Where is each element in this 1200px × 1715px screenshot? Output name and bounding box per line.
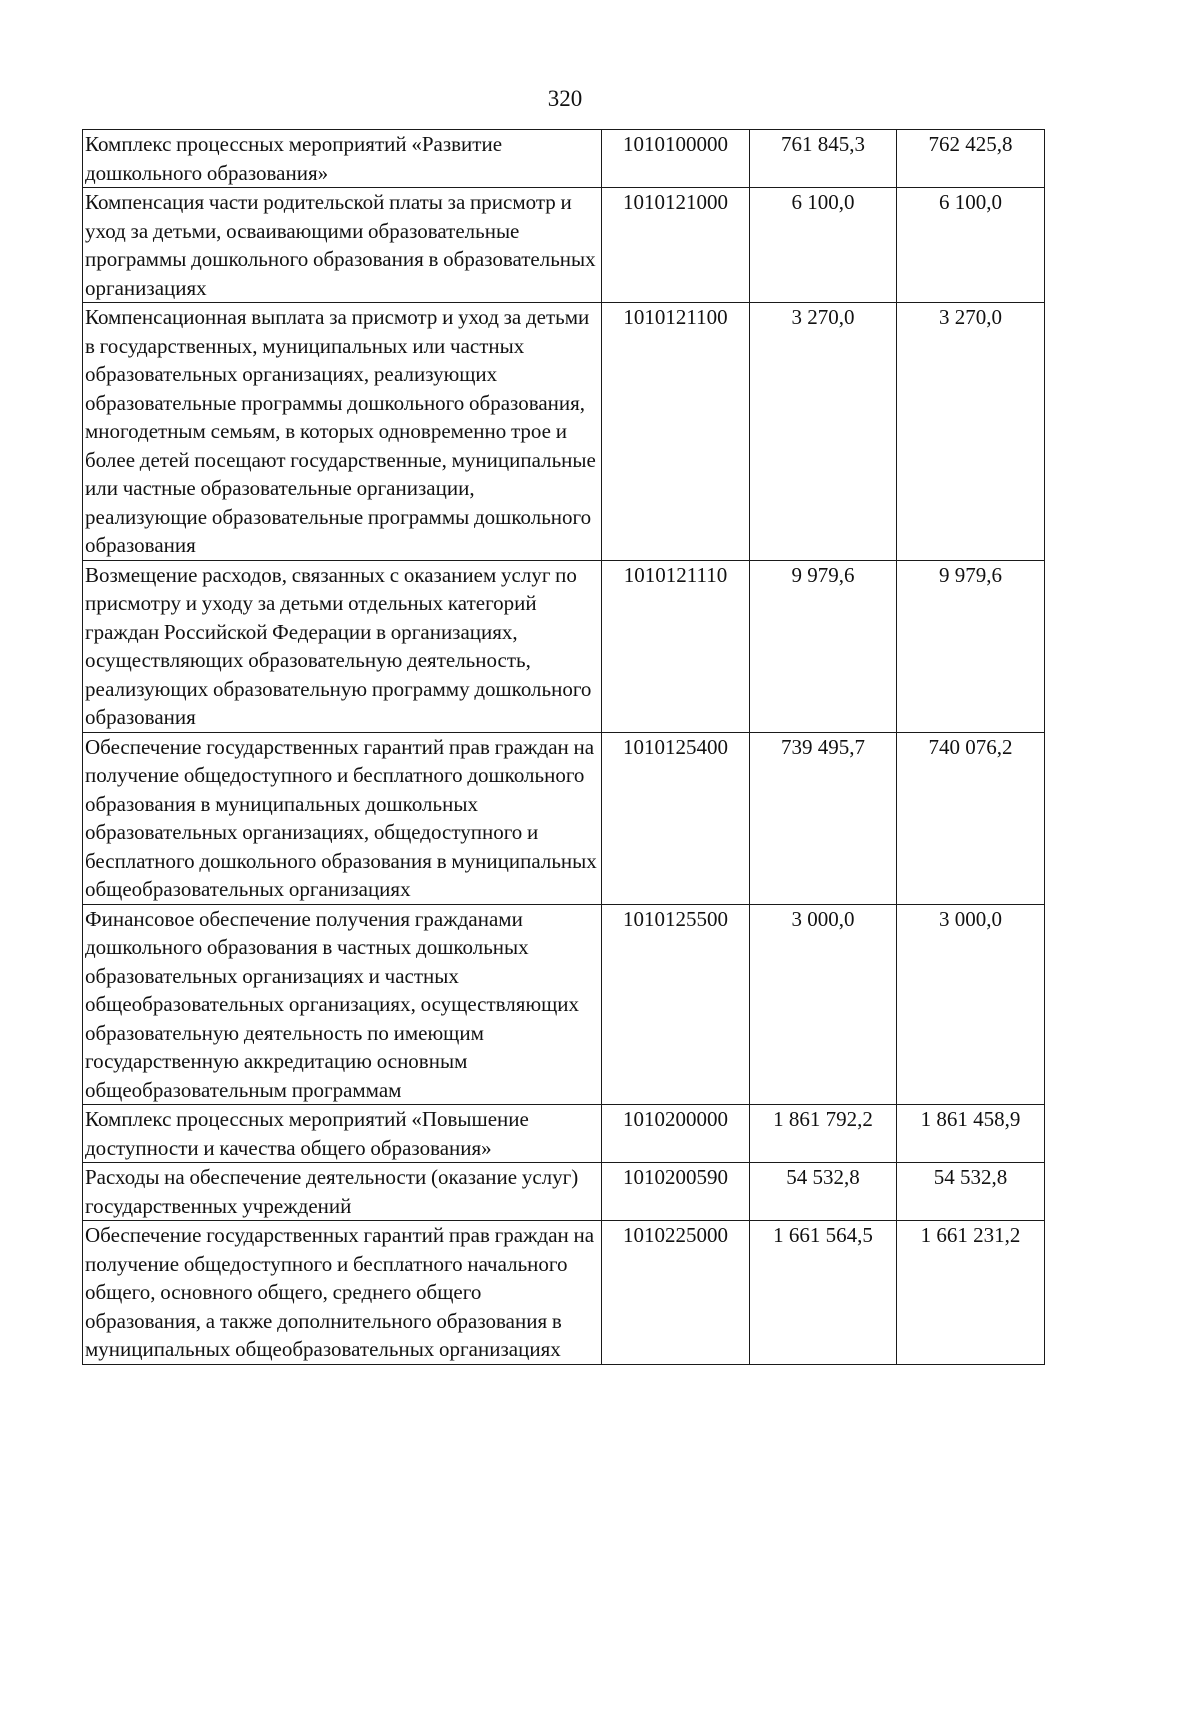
page-number: 320 xyxy=(547,86,583,111)
row-value-2: 762 425,8 xyxy=(897,130,1045,188)
table-row xyxy=(83,1163,1045,1221)
row-name-cell xyxy=(83,188,602,303)
row-name: Возмещение расходов, связанных с оказанием услуг по присмотру и уходу за детьми отдельных категорий граждан Российской Федерации в организациях, осуществляющих образовательную деятельность, реализующих образовательную программу дошкольного образования xyxy=(85,562,592,729)
row-name: Расходы на обеспечение деятельности (оказание услуг) государственных учреждений xyxy=(85,1165,579,1218)
table-row xyxy=(83,732,1045,904)
row-value-1: 1 861 792,2 xyxy=(750,1105,897,1163)
row-name-cell xyxy=(83,560,602,732)
row-name: Обеспечение государственных гарантий прав граждан на получение общедоступного и бесплатного начального общего, основного общего, среднего общего образования, а также дополнительного образования в муниципальных общеобразовательных организациях xyxy=(85,1223,595,1361)
row-name-cell xyxy=(83,904,602,1105)
row-name: Комплекс процессных мероприятий «Развитие дошкольного образования» xyxy=(85,132,503,185)
row-value-1: 9 979,6 xyxy=(750,560,897,732)
row-code: 1010200000 xyxy=(602,1105,750,1163)
row-code: 1010125500 xyxy=(602,904,750,1105)
row-name-cell xyxy=(83,1105,602,1163)
table-row xyxy=(83,560,1045,732)
row-value-1: 6 100,0 xyxy=(750,188,897,303)
table-row xyxy=(83,904,1045,1105)
row-name: Финансовое обеспечение получения гражданами дошкольного образования в частных дошкольных образовательных организациях и частных общеобразовательных организациях, осуществляющих образовательную деятельность по имеющим государственную аккредитацию основным общеобразовательным программам xyxy=(85,906,580,1102)
row-value-2: 6 100,0 xyxy=(897,188,1045,303)
row-name: Обеспечение государственных гарантий прав граждан на получение общедоступного и бесплатного дошкольного образования в муниципальных дошкольных образовательных организациях, общедоступного и бесплатного дошкольного образования в муниципальных общеобразовательных организациях xyxy=(85,734,597,901)
row-value-2: 3 270,0 xyxy=(897,303,1045,561)
row-name-cell xyxy=(83,732,602,904)
row-name-cell xyxy=(83,303,602,561)
row-name: Компенсация части родительской платы за присмотр и уход за детьми, осваивающими образовательные программы дошкольного образования в образовательных организациях xyxy=(85,190,596,300)
row-value-2: 1 661 231,2 xyxy=(897,1221,1045,1365)
row-name-cell xyxy=(83,1163,602,1221)
budget-table xyxy=(82,129,1045,1365)
row-value-2: 3 000,0 xyxy=(897,904,1045,1105)
row-value-2: 740 076,2 xyxy=(897,732,1045,904)
row-value-2: 1 861 458,9 xyxy=(897,1105,1045,1163)
row-code: 1010121100 xyxy=(602,303,750,561)
row-name: Комплекс процессных мероприятий «Повышение доступности и качества общего образования» xyxy=(85,1107,529,1160)
table-row xyxy=(83,130,1045,188)
row-value-2: 54 532,8 xyxy=(897,1163,1045,1221)
row-value-1: 761 845,3 xyxy=(750,130,897,188)
row-code: 1010121110 xyxy=(602,560,750,732)
row-code: 1010121000 xyxy=(602,188,750,303)
row-code: 1010125400 xyxy=(602,732,750,904)
row-value-1: 1 661 564,5 xyxy=(750,1221,897,1365)
row-name-cell xyxy=(83,130,602,188)
table-row xyxy=(83,1105,1045,1163)
row-name-cell xyxy=(83,1221,602,1365)
row-code: 1010225000 xyxy=(602,1221,750,1365)
row-code: 1010100000 xyxy=(602,130,750,188)
row-value-1: 739 495,7 xyxy=(750,732,897,904)
row-value-1: 3 000,0 xyxy=(750,904,897,1105)
row-name: Компенсационная выплата за присмотр и уход за детьми в государственных, муниципальных или частных образовательных организациях, реализующих образовательные программы дошкольного образования, многодетным семьям, в которых одновременно трое и более детей посещают государственные, муниципальные или частные образовательные организации, реализующие образовательные программы дошкольного образования xyxy=(85,305,596,557)
row-code: 1010200590 xyxy=(602,1163,750,1221)
row-value-2: 9 979,6 xyxy=(897,560,1045,732)
row-value-1: 54 532,8 xyxy=(750,1163,897,1221)
row-value-1: 3 270,0 xyxy=(750,303,897,561)
table-row xyxy=(83,303,1045,561)
table-row xyxy=(83,188,1045,303)
table-row xyxy=(83,1221,1045,1365)
